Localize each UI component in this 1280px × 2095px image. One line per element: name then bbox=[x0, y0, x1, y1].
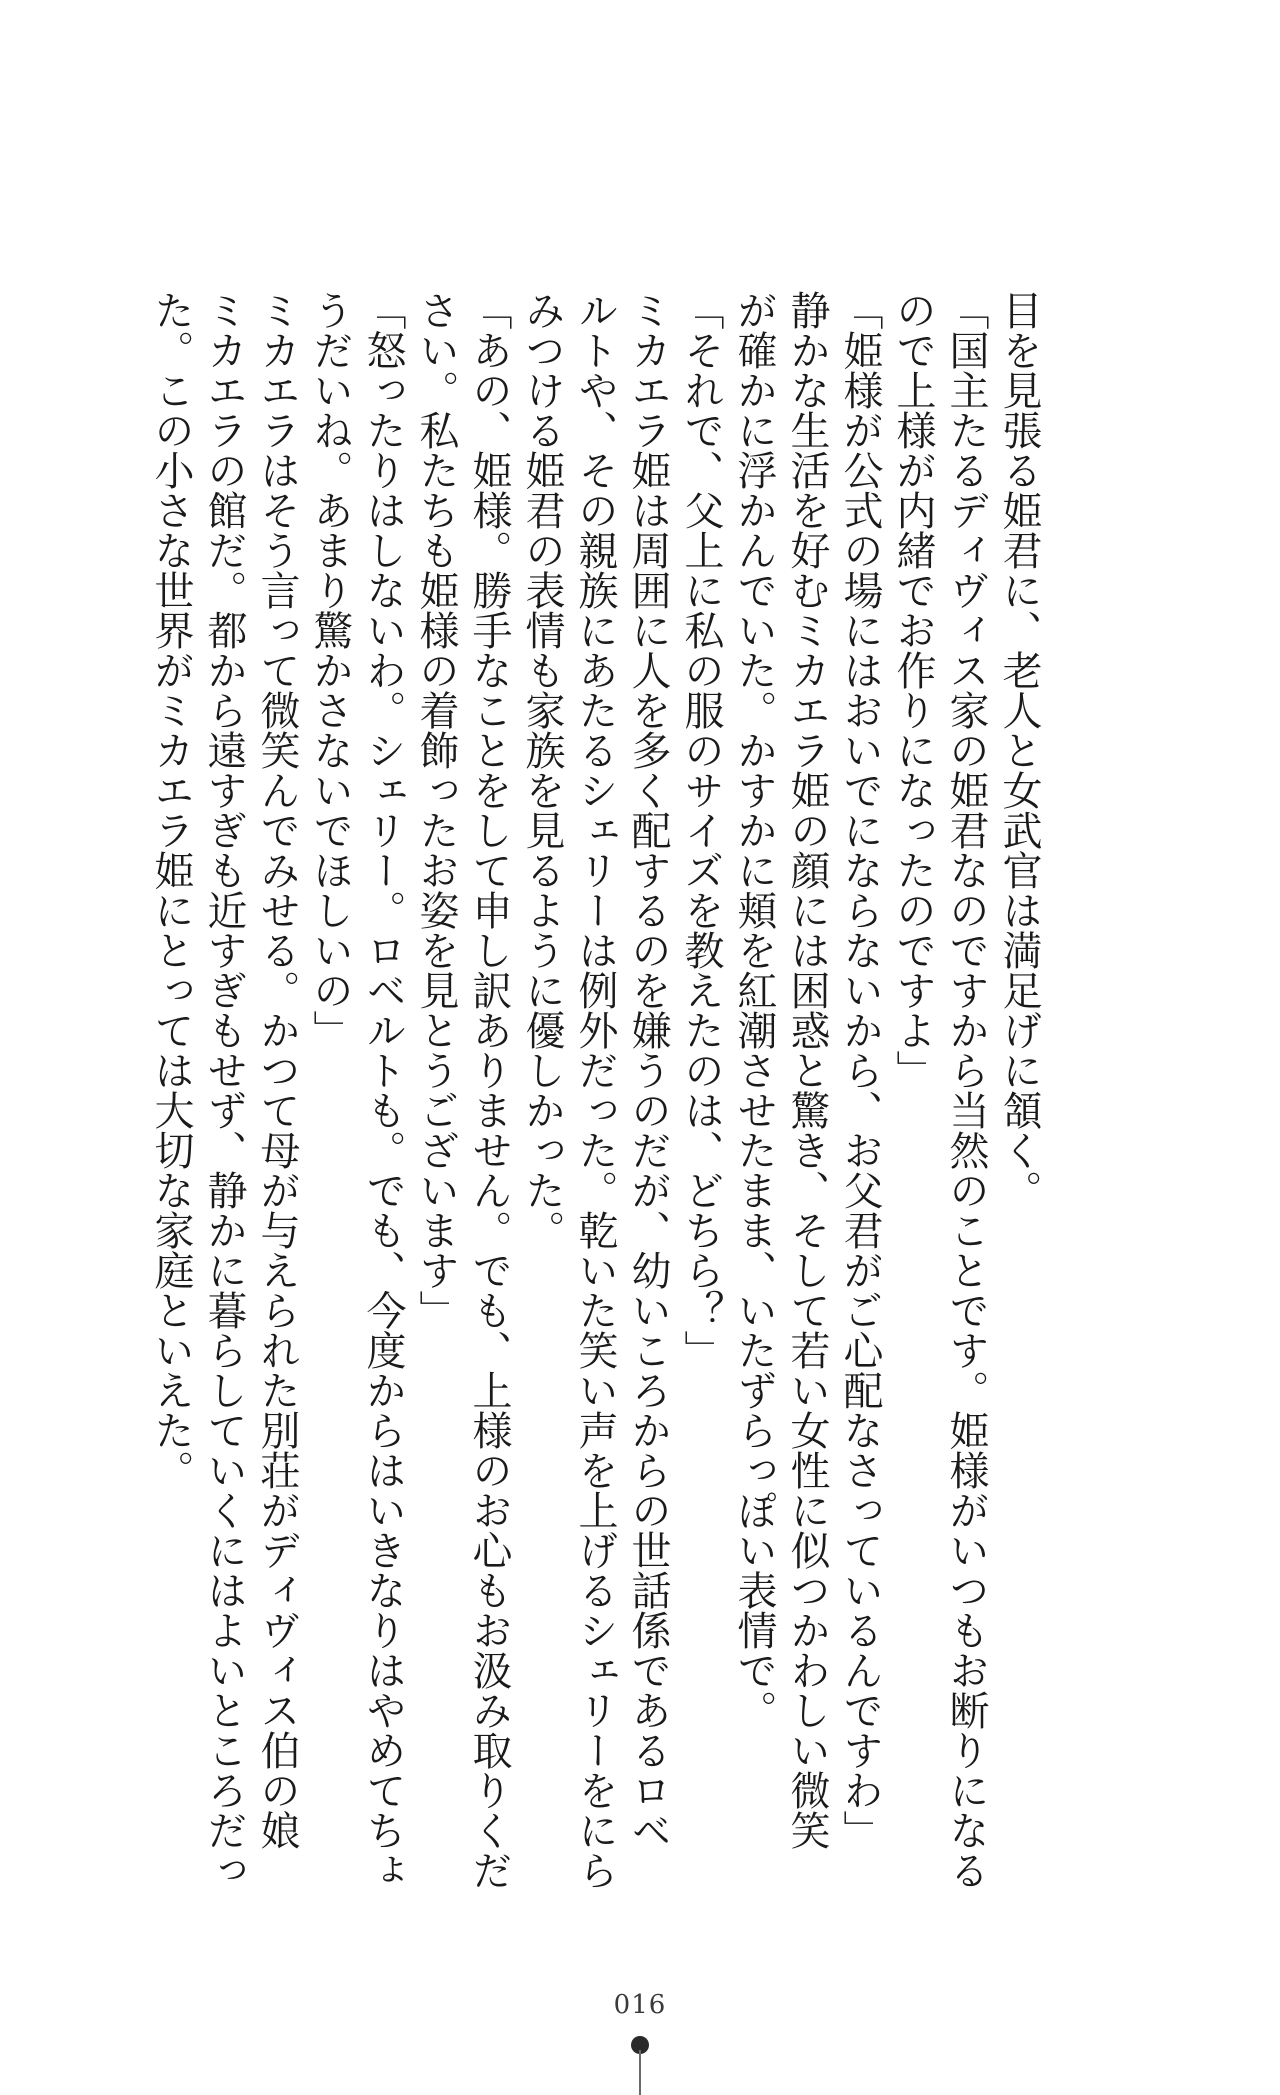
text-line: さい。私たちも姫様の着飾ったお姿を見とうございます」 bbox=[413, 290, 459, 1330]
text-line: ミカエラの館だ。都から遠すぎも近すぎもせず、静かに暮らしていくにはよいところだっ bbox=[201, 290, 247, 1890]
text-line: 「あの、姫様。勝手なことをして申し訳ありません。でも、上様のお心もお汲み取りくだ bbox=[466, 290, 512, 1890]
text-line: た。この小さな世界がミカエラ姫にとっては大切な家庭といえた。 bbox=[148, 290, 194, 1490]
text-line: 「それで、父上に私の服のサイズを教えたのは、どちら？」 bbox=[678, 290, 724, 1370]
page-marker-rule bbox=[639, 2050, 641, 2095]
text-line: 「姫様が公式の場にはおいでにならないから、お父君がご心配なさっているんですわ」 bbox=[837, 290, 883, 1850]
vertical-text-body bbox=[148, 290, 1045, 1890]
text-line: 目を見張る姫君に、老人と女武官は満足げに頷く。 bbox=[996, 290, 1042, 1210]
text-line: 「怒ったりはしないわ。シェリー。ロベルトも。でも、今度からはいきなりはやめてちょ bbox=[360, 290, 406, 1890]
text-line: 「国主たるディヴィス家の姫君なのですから当然のことです。姫様がいつもお断りになる bbox=[943, 290, 989, 1890]
text-line: が確かに浮かんでいた。かすかに頬を紅潮させたまま、いたずらっぽい表情で。 bbox=[731, 290, 777, 1730]
text-line: ルトや、その親族にあたるシェリーは例外だった。乾いた笑い声を上げるシェリーをにら bbox=[572, 290, 618, 1890]
text-line: うだいね。あまり驚かさないでほしいの」 bbox=[307, 290, 353, 1050]
text-line: ので上様が内緒でお作りになったのですよ」 bbox=[890, 290, 936, 1090]
text-line: ミカエラ姫は周囲に人を多く配するのを嫌うのだが、幼いころからの世話係であるロベ bbox=[625, 290, 671, 1850]
page-number: 016 bbox=[613, 1990, 667, 2020]
text-line: みつける姫君の表情も家族を見るように優しかった。 bbox=[519, 290, 565, 1250]
text-line: ミカエラはそう言って微笑んでみせる。かつて母が与えられた別荘がディヴィス伯の娘 bbox=[254, 290, 300, 1850]
text-line: 静かな生活を好むミカエラ姫の顔には困惑と驚き、そして若い女性に似つかわしい微笑 bbox=[784, 290, 830, 1850]
